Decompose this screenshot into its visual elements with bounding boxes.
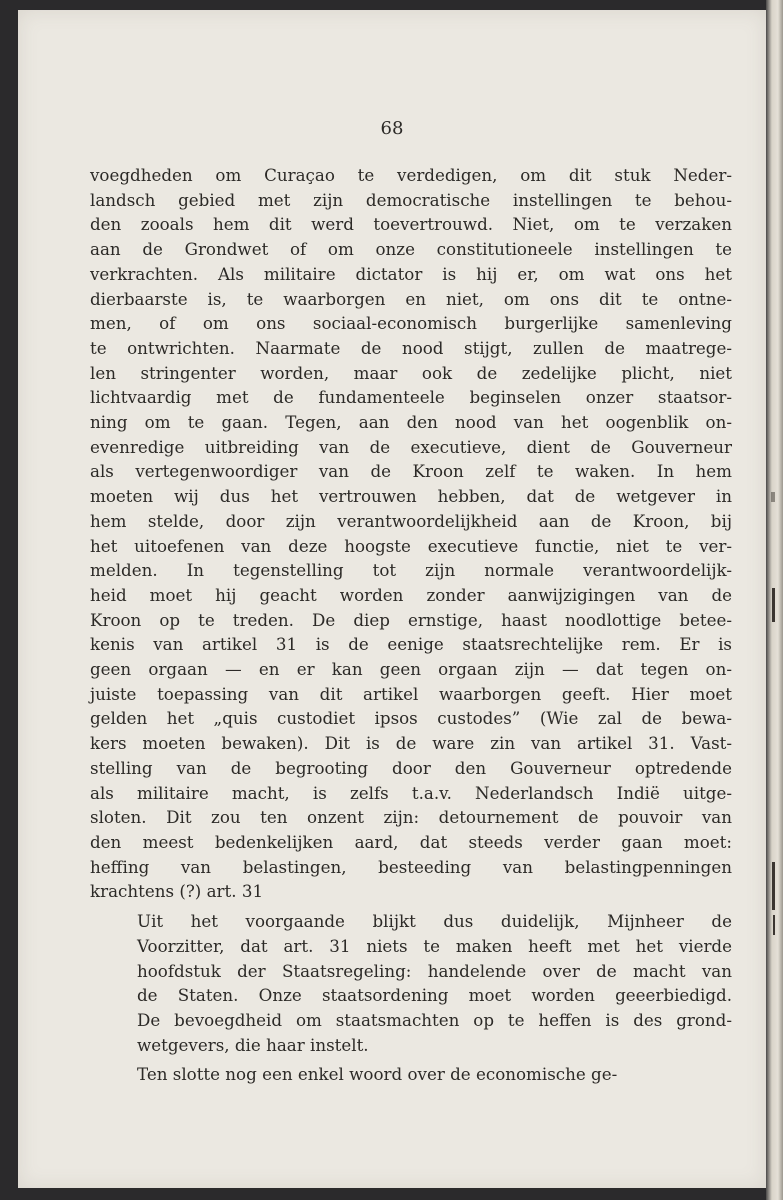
text-line: juiste toepassing van dit artikel waarborgen geeft. Hier moet <box>90 683 732 704</box>
text-line: geen orgaan — en er kan geen orgaan zijn — dat tegen on- <box>90 659 732 680</box>
text-line: den zooals hem dit werd toevertrouwd. Niet, om te verzaken <box>90 214 732 235</box>
adjacent-page-edge <box>766 0 783 1200</box>
text-line: als militaire macht, is zelfs t.a.v. Nederlandsch Indië uitge- <box>90 782 732 803</box>
text-line: kers moeten bewaken). Dit is de ware zin van artikel 31. Vast- <box>90 733 732 754</box>
book-page <box>18 10 766 1188</box>
text-line: voegdheden om Curaçao te verdedigen, om dit stuk Neder- <box>90 165 732 185</box>
text-line: Kroon op te treden. De diep ernstige, haast noodlottige betee- <box>90 609 732 630</box>
text-line: dierbaarste is, te waarborgen en niet, om ons dit te ontne- <box>90 288 732 309</box>
text-line: lichtvaardig met de fundamenteele beginselen onzer staatsor- <box>90 387 732 408</box>
paragraph <box>90 163 732 904</box>
paragraph <box>90 909 732 1057</box>
text-line: Uit het voorgaande blijkt dus duidelijk, Mijnheer de <box>137 911 732 932</box>
text-line: kenis van artikel 31 is de eenige staatsrechtelijke rem. Er is <box>90 634 732 655</box>
text-line: Ten slotte nog een enkel woord over de economische ge- <box>137 1064 618 1085</box>
body-text <box>90 163 732 1087</box>
text-line: stelling van de begrooting door den Gouverneur optredende <box>90 757 732 778</box>
text-line: moeten wij dus het vertrouwen hebben, dat de wetgever in <box>90 486 732 507</box>
text-line: heid moet hij geacht worden zonder aanwijzigingen van de <box>90 584 732 605</box>
text-line: de Staten. Onze staatsordening moet worden geeerbiedigd. <box>137 985 732 1006</box>
text-line: ning om te gaan. Tegen, aan den nood van het oogenblik on- <box>90 412 732 433</box>
text-line: gelden het „quis custodiet ipsos custodes” (Wie zal de bewa- <box>90 708 732 729</box>
text-line: De bevoegdheid om staatsmachten op te heffen is des grond- <box>137 1009 732 1030</box>
text-line: verkrachten. Als militaire dictator is hij er, om wat ons het <box>90 263 732 284</box>
text-line: Voorzitter, dat art. 31 niets te maken heeft met het vierde <box>137 935 732 956</box>
text-line: sloten. Dit zou ten onzent zijn: detournement de pouvoir van <box>90 807 732 828</box>
text-line: hem stelde, door zijn verantwoordelijkheid aan de Kroon, bij <box>90 510 732 531</box>
text-line: len stringenter worden, maar ook de zedelijke plicht, niet <box>90 362 732 383</box>
text-line: te ontwrichten. Naarmate de nood stijgt, zullen de maatrege- <box>90 337 732 358</box>
text-line: krachtens (?) art. 31 <box>90 881 264 902</box>
text-line: hoofdstuk der Staatsregeling: handelende over de macht van <box>137 960 732 981</box>
text-line: heffing van belastingen, besteeding van belastingpenningen <box>90 856 732 877</box>
text-line: aan de Grondwet of om onze constitutioneele instellingen te <box>90 239 732 260</box>
text-line: het uitoefenen van deze hoogste executieve functie, niet te ver- <box>90 535 732 556</box>
text-line: den meest bedenkelijken aard, dat steeds verder gaan moet: <box>90 831 732 852</box>
text-line: wetgevers, die haar instelt. <box>137 1034 369 1055</box>
page-number: 68 <box>380 118 404 139</box>
text-line: men, of om ons sociaal-economisch burgerlijke samenleving <box>90 313 732 334</box>
text-line: als vertegenwoordiger van de Kroon zelf te waken. In hem <box>90 461 732 482</box>
text-line: evenredige uitbreiding van de executieve, dient de Gouverneur <box>90 436 732 457</box>
text-line: landsch gebied met zijn democratische instellingen te behou- <box>90 189 732 210</box>
text-line: melden. In tegenstelling tot zijn normale verantwoordelijk- <box>90 560 732 581</box>
paragraph <box>90 1062 732 1087</box>
